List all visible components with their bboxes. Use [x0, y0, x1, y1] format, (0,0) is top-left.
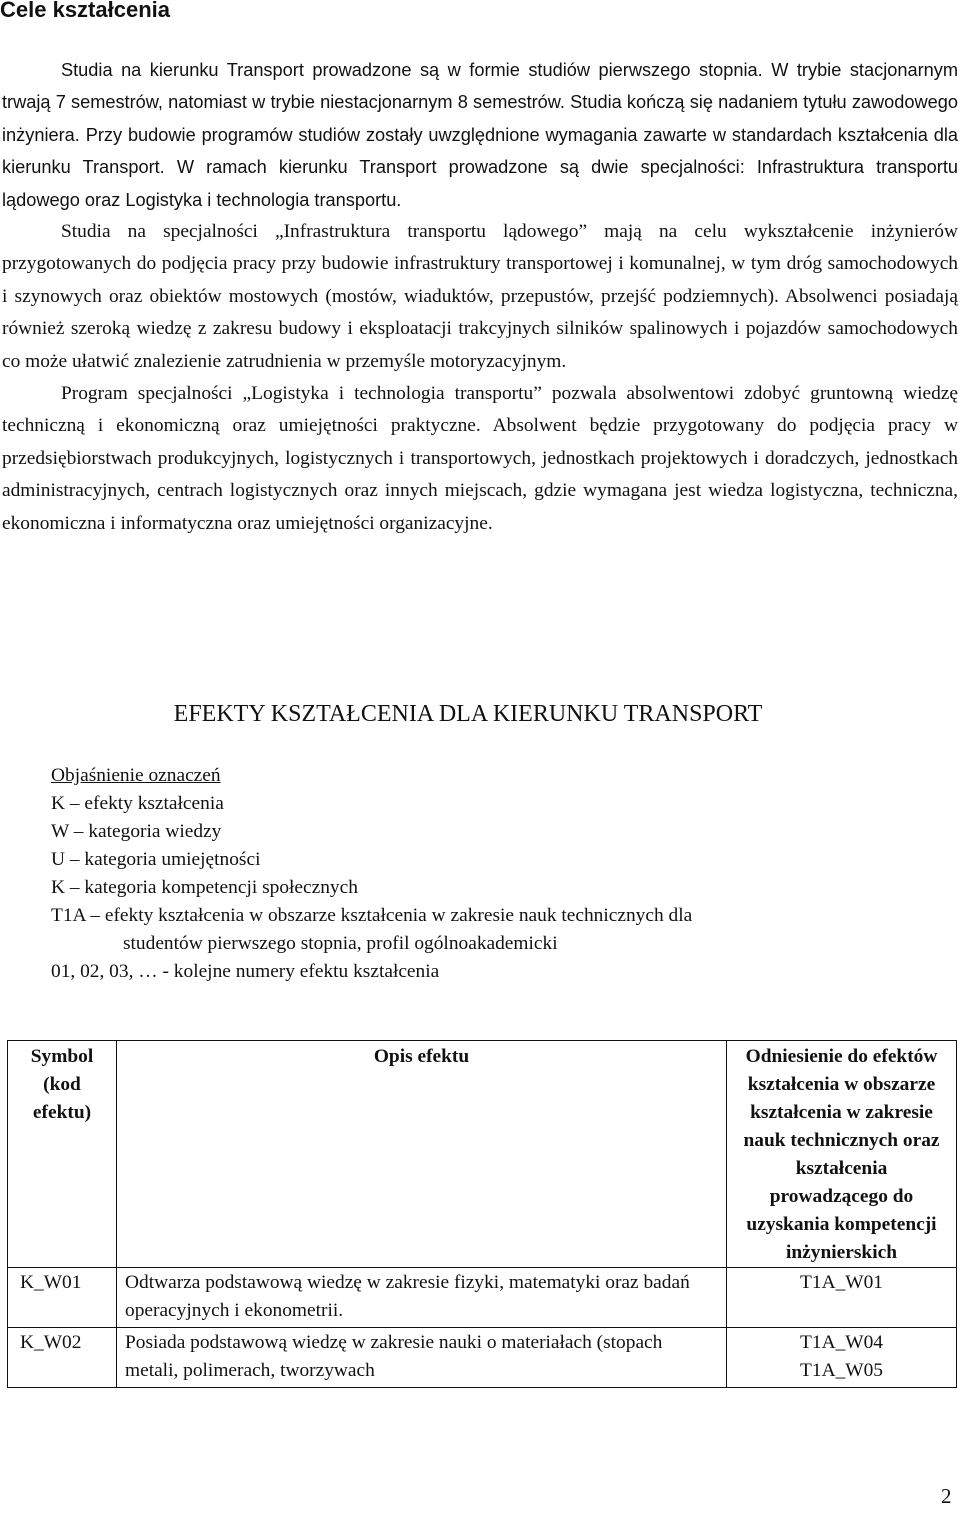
body-text — [2, 54, 958, 540]
header-symbol: Symbol (kod efektu) — [8, 1041, 117, 1268]
effects-table — [7, 1040, 957, 1388]
cell-description: Posiada podstawową wiedzę w zakresie nauki o materiałach (stopach metali, polimerach, tworzywach — [117, 1328, 727, 1388]
legend-item: 01, 02, 03, … - kolejne numery efektu kształcenia — [51, 961, 440, 982]
reference-code: T1A_W05 — [800, 1360, 883, 1381]
reference-code: T1A_W04 — [800, 1332, 883, 1353]
page-number: 2 — [941, 1484, 952, 1508]
effects-heading: EFEKTY KSZTAŁCENIA DLA KIERUNKU TRANSPORT — [173, 701, 763, 727]
paragraph-2: Studia na specjalności „Infrastruktura transportu lądowego” mają na celu wykształcenie inżynierów przygotowanych do podjęcia pracy przy budowie infrastruktury transportowej i komunalnej, w tym dróg samochodowych i szynowych oraz obiektów mostowych (mostów, wiaduktów, przepustów, przejść podziemnych). Absolwenci posiadają również szeroką wiedzę z zakresu budowy i eksploatacji trakcyjnych silników spalinowych i pojazdów samochodowych co może ułatwić znalezienie zatrudnienia w przemyśle motoryzacyjnym. — [2, 221, 958, 372]
table-row — [8, 1268, 957, 1328]
cell-symbol: K_W02 — [8, 1328, 117, 1388]
cell-description: Odtwarza podstawową wiedzę w zakresie fizyki, matematyki oraz badań operacyjnych i ekonometrii. — [117, 1268, 727, 1328]
paragraph-1: Studia na kierunku Transport prowadzone są w formie studiów pierwszego stopnia. W trybie stacjonarnym trwają 7 semestrów, natomiast w trybie niestacjonarnym 8 semestrów. Studia kończą się nadaniem tytułu zawodowego inżyniera. Przy budowie programów studiów zostały uwzględnione wymagania zawarte w standardach kształcenia dla kierunku Transport. W ramach kierunku Transport prowadzone są dwie specjalności: Infrastruktura transportu lądowego oraz Logistyka i technologia transportu. — [2, 60, 958, 210]
header-reference: Odniesienie do efektów kształcenia w obszarze kształcenia w zakresie nauk technicznych oraz kształcenia prowadzącego do uzyskania kompetencji inżynierskich — [727, 1041, 957, 1268]
cell-reference — [727, 1268, 957, 1328]
legend-item: W – kategoria wiedzy — [51, 821, 222, 842]
table-row — [8, 1328, 957, 1388]
legend-item: K – kategoria kompetencji społecznych — [51, 877, 358, 898]
legend-item: U – kategoria umiejętności — [51, 849, 261, 870]
legend-item: studentów pierwszego stopnia, profil ogólnoakademicki — [123, 933, 558, 954]
legend-item: K – efekty kształcenia — [51, 793, 224, 814]
legend-item: T1A – efekty kształcenia w obszarze kształcenia w zakresie nauk technicznych dla — [51, 905, 693, 926]
paragraph-3: Program specjalności „Logistyka i technologia transportu” pozwala absolwentowi zdobyć gruntowną wiedzę techniczną i ekonomiczną oraz umiejętności praktyczne. Absolwent będzie przygotowany do podjęcia pracy w przedsiębiorstwach produkcyjnych, logistycznych i transportowych, jednostkach projektowych i doradczych, jednostkach administracyjnych, centrach logistycznych oraz innych miejscach, gdzie wymagana jest wiedza logistyczna, techniczna, ekonomiczna i informatyczna oraz umiejętności organizacyjne. — [2, 383, 958, 534]
section-title: Cele kształcenia — [0, 0, 170, 22]
cell-symbol: K_W01 — [8, 1268, 117, 1328]
cell-reference — [727, 1328, 957, 1388]
legend — [51, 762, 931, 986]
reference-code: T1A_W01 — [800, 1272, 883, 1293]
legend-title: Objaśnienie oznaczeń — [51, 765, 221, 786]
header-description: Opis efektu — [117, 1041, 727, 1268]
table-header-row — [8, 1041, 957, 1268]
